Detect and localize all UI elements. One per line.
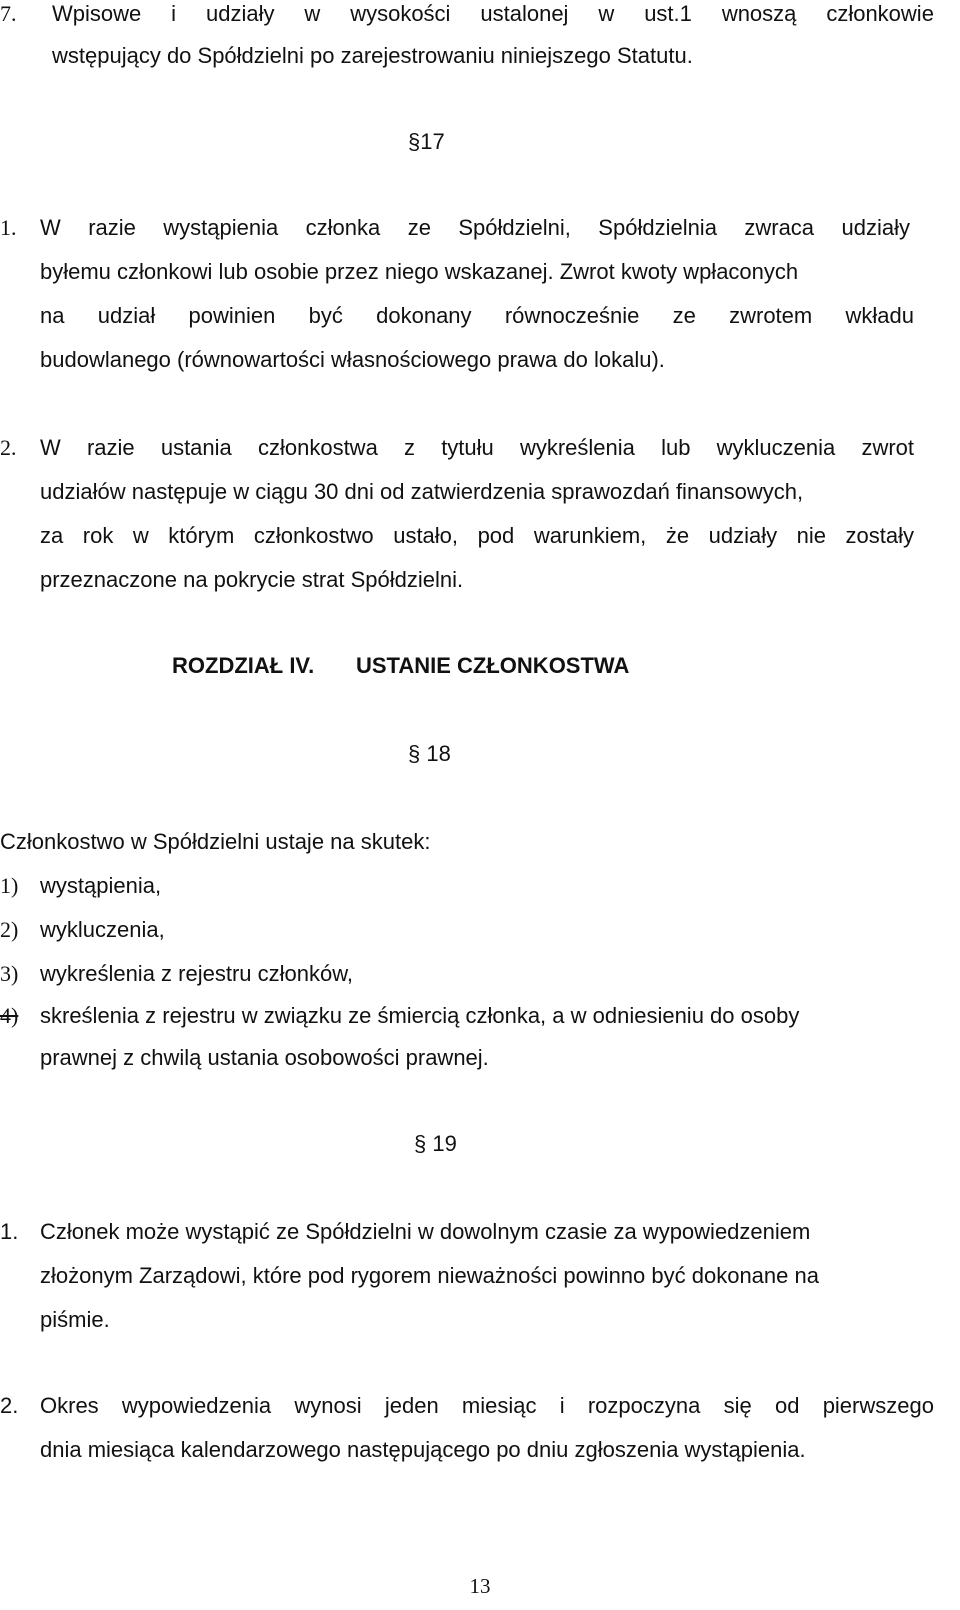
word: razie (86, 435, 135, 460)
word: członka (305, 215, 381, 240)
word: i (559, 1393, 565, 1418)
word: zostały (845, 523, 914, 548)
s18-item-3-text: wykreślenia z rejestru członków, (40, 961, 354, 986)
word: tytułu (441, 435, 494, 460)
word: wynosi (294, 1393, 362, 1418)
word: zwraca (744, 215, 815, 240)
word: wnoszą (721, 1, 797, 26)
s17-p2-number: 2. (0, 435, 17, 460)
word: udziały (205, 1, 275, 26)
word: miesiąc (461, 1393, 537, 1418)
word: powinien (188, 303, 276, 328)
s17-p1-line-4: budowlanego (równowartości własnościowego prawa do lokalu). (40, 347, 665, 372)
word: wykluczenia (716, 435, 836, 460)
word: wysokości (350, 1, 451, 26)
word: w (132, 523, 149, 548)
s18-item-3-number: 3) (0, 961, 19, 986)
section-19-heading (414, 1130, 457, 1158)
s17-p2-line-4: przeznaczone na pokrycie strat Spółdzielni. (40, 567, 464, 592)
word: rok (82, 523, 114, 548)
word: W (40, 215, 61, 240)
s18-item-4-number: 4) (0, 1003, 19, 1028)
s17-p1-line-1 (40, 214, 910, 242)
s19-p2-number: 2. (0, 1393, 19, 1418)
word: Wpisowe (52, 1, 142, 26)
word: członkostwo (253, 523, 374, 548)
word: ustało, (393, 523, 459, 548)
page-number: 13 (469, 1574, 491, 1598)
word: nie (796, 523, 826, 548)
word: wkładu (845, 303, 914, 328)
word: ust.1 (644, 1, 692, 26)
word: zwrot (861, 435, 914, 460)
s19-p1-line-3: piśmie. (40, 1307, 110, 1332)
section-19-number: 19 (432, 1131, 457, 1156)
s19-p1-line-1: Członek może wystąpić ze Spółdzielni w dowolnym czasie za wypowiedzeniem (40, 1219, 811, 1244)
word: udział (97, 303, 156, 328)
s17-p2-line-1 (40, 434, 914, 462)
word: w (304, 1, 321, 26)
section-sign-icon: § (414, 1131, 427, 1156)
word: ze (407, 215, 431, 240)
word: zwrotem (729, 303, 813, 328)
s17-p1-number: 1. (0, 215, 17, 240)
word: lub (661, 435, 691, 460)
s18-item-1-text: wystąpienia, (40, 873, 162, 898)
word: razie (88, 215, 136, 240)
word: że (665, 523, 690, 548)
word: być (308, 303, 343, 328)
word: ustania (160, 435, 232, 460)
word: jeden (384, 1393, 439, 1418)
word: Spółdzielni, (458, 215, 571, 240)
word: wypowiedzenia (121, 1393, 272, 1418)
section-18-heading (408, 740, 451, 768)
s17-p1-line-2: byłemu członkowi lub osobie przez niego wskazanej. Zwrot kwoty wpłaconych (40, 259, 799, 284)
word: wystąpienia (163, 215, 279, 240)
word: się (723, 1393, 752, 1418)
word: Okres (40, 1393, 99, 1418)
word: z (404, 435, 415, 460)
word: pod (477, 523, 515, 548)
word: równocześnie (504, 303, 640, 328)
s17-p1-line-3 (40, 302, 914, 330)
section-sign-icon: § (408, 129, 421, 154)
word: W (40, 435, 61, 460)
s17-p2-line-3 (40, 522, 914, 550)
item-7-number: 7. (0, 1, 17, 26)
section-17-heading (408, 128, 445, 156)
s19-p1-number: 1. (0, 1219, 19, 1244)
s19-p2-line-2: dnia miesiąca kalendarzowego następującego po dniu zgłoszenia wystąpienia. (40, 1437, 806, 1462)
word: członkowie (826, 1, 934, 26)
word: rozpoczyna (587, 1393, 701, 1418)
word: którym (168, 523, 235, 548)
word: udziały (841, 215, 910, 240)
word: pierwszego (822, 1393, 934, 1418)
section-sign-icon: § (408, 741, 421, 766)
s18-item-4-text-continued: prawnej z chwilą ustania osobowości prawnej. (40, 1045, 489, 1070)
word: członkostwa (257, 435, 378, 460)
chapter-label: ROZDZIAŁ IV. (172, 653, 315, 678)
s19-p1-line-2: złożonym Zarządowi, które pod rygorem nieważności powinno być dokonane na (40, 1263, 819, 1288)
s18-intro: Członkostwo w Spółdzielni ustaje na skutek: (0, 829, 431, 854)
word: za (40, 523, 64, 548)
word: ze (672, 303, 696, 328)
item-7-line-2: wstępujący do Spółdzielni po zarejestrowaniu niniejszego Statutu. (52, 43, 693, 68)
s19-p2-line-1 (40, 1392, 934, 1420)
section-17-number: 17 (420, 129, 445, 154)
word: na (40, 303, 65, 328)
s18-item-2-text: wykluczenia, (40, 917, 165, 942)
word: dokonany (376, 303, 472, 328)
s18-item-1-number: 1) (0, 873, 19, 898)
word: od (774, 1393, 800, 1418)
word: i (171, 1, 177, 26)
word: w (598, 1, 615, 26)
word: Spółdzielnia (598, 215, 717, 240)
s18-item-2-number: 2) (0, 917, 19, 942)
word: ustalonej (480, 1, 569, 26)
item-7-line-1 (52, 0, 934, 28)
word: udziały (708, 523, 778, 548)
word: warunkiem, (533, 523, 647, 548)
section-18-number: 18 (426, 741, 451, 766)
s17-p2-line-2: udziałów następuje w ciągu 30 dni od zatwierdzenia sprawozdań finansowych, (40, 479, 804, 504)
chapter-title: USTANIE CZŁONKOSTWA (356, 653, 630, 678)
word: wykreślenia (519, 435, 635, 460)
s18-item-4-text: skreślenia z rejestru w związku ze śmiercią członka, a w odniesieniu do osoby (40, 1003, 800, 1028)
